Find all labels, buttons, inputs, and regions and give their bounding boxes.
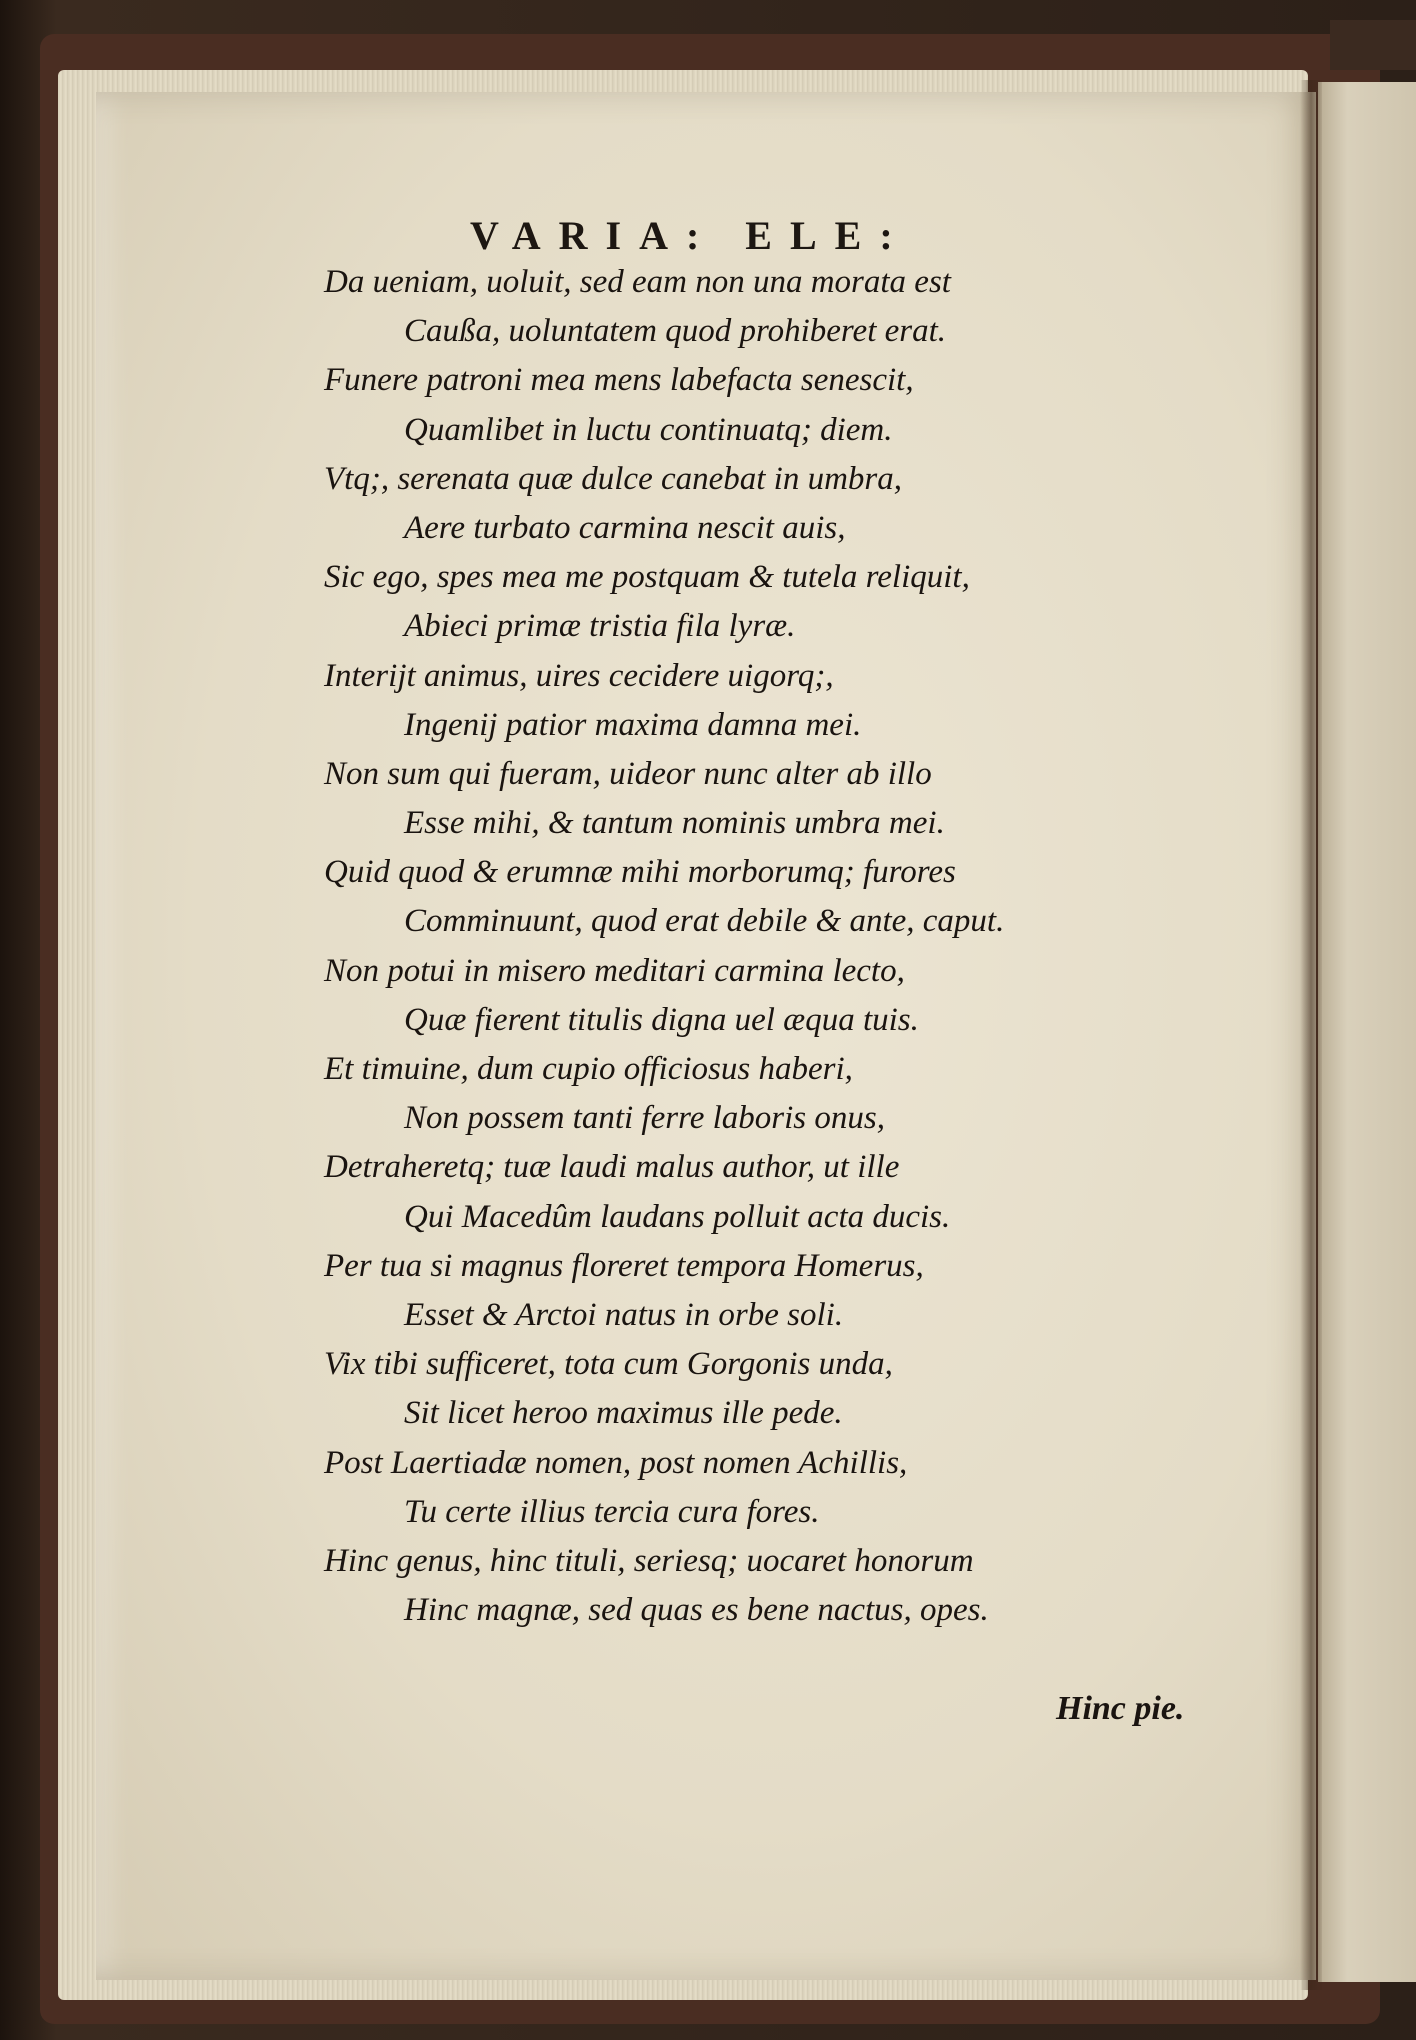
verse-line: Quid quod & erumnæ mihi morborumq; furores xyxy=(324,854,956,891)
verse-line: Funere patroni mea mens labefacta senescit, xyxy=(324,362,914,399)
verse-line: Sit licet heroo maximus ille pede. xyxy=(404,1395,843,1432)
verse-line: Non possem tanti ferre laboris onus, xyxy=(404,1100,885,1137)
verse-line: Et timuine, dum cupio officiosus haberi, xyxy=(324,1051,853,1087)
verse-line: Hinc magnæ, sed quas es bene nactus, opes. xyxy=(404,1592,989,1629)
verse-line: Vix tibi sufficeret, tota cum Gorgonis unda, xyxy=(324,1346,893,1383)
verse-line: Quæ fierent titulis digna uel æqua tuis. xyxy=(404,1001,919,1038)
page-gutter-shadow xyxy=(1300,80,1322,1990)
verse-line: Non sum qui fueram, uideor nunc alter ab illo xyxy=(324,755,932,792)
verse-line: Tu certe illius tercia cura fores. xyxy=(404,1493,820,1530)
verse-line: Per tua si magnus floreret tempora Homerus, xyxy=(324,1247,924,1284)
verse-line: Caußa, uoluntatem quod prohiberet erat. xyxy=(404,313,947,350)
verse-line: Sic ego, spes mea me postquam & tutela reliquit, xyxy=(324,559,970,596)
verse-line: Interijt animus, uires cecidere uigorq;, xyxy=(324,657,834,694)
verse-line: Comminuunt, quod erat debile & ante, caput. xyxy=(404,903,1005,940)
verse-line: Hinc genus, hinc tituli, seriesq; uocaret honorum xyxy=(324,1542,974,1579)
verse-line: Qui Macedûm laudans polluit acta ducis. xyxy=(404,1198,951,1235)
running-head: VARIA: ELE: xyxy=(470,213,911,258)
verse-line: Vtq;, serenata quæ dulce canebat in umbra, xyxy=(324,460,903,497)
verse-line: Detraheretq; tuæ laudi malus author, ut ille xyxy=(324,1149,900,1186)
verse-text xyxy=(324,258,1244,1635)
verse-line: Non potui in misero meditari carmina lecto, xyxy=(324,952,905,989)
catchword: Hinc pie. xyxy=(1056,1690,1185,1727)
verse-line: Abieci primæ tristia fila lyræ. xyxy=(404,608,796,645)
verse-line: Quamlibet in luctu continuatq; diem. xyxy=(404,411,893,448)
facing-cover xyxy=(1330,20,1416,70)
verse-line: Esse mihi, & tantum nominis umbra mei. xyxy=(404,805,945,842)
facing-page xyxy=(1318,82,1416,1982)
verse-line: Post Laertiadæ nomen, post nomen Achillis, xyxy=(324,1444,908,1481)
verse-line: Da ueniam, uoluit, sed eam non una morata est xyxy=(324,264,951,300)
verse-line: Esset & Arctoi natus in orbe soli. xyxy=(404,1296,844,1333)
verse-line: Ingenij patior maxima damna mei. xyxy=(404,706,862,743)
verse-line: Aere turbato carmina nescit auis, xyxy=(404,509,846,546)
